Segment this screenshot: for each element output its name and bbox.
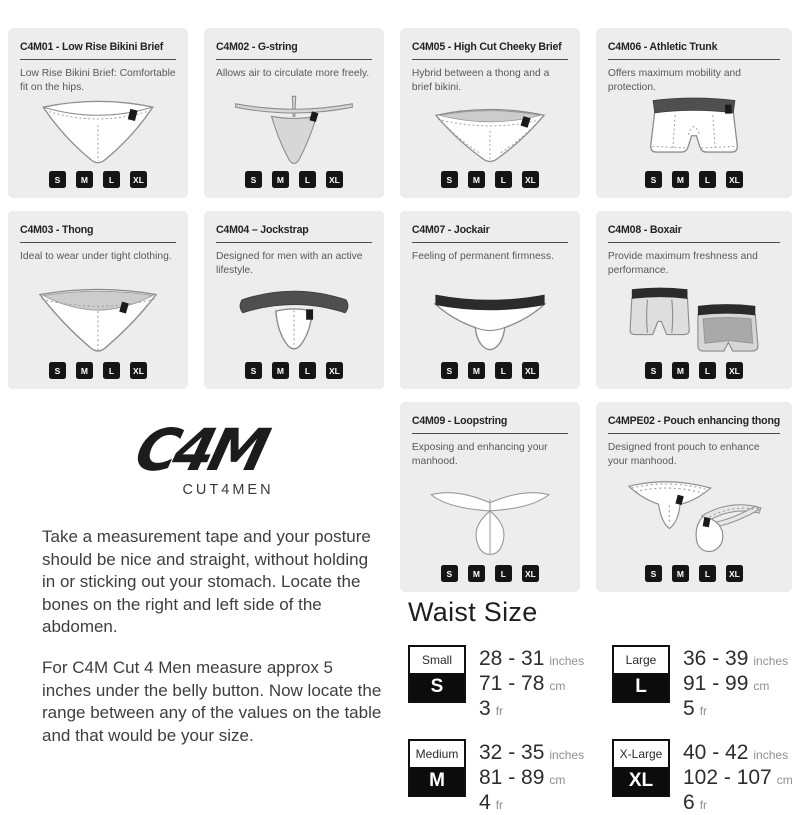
size-button-m[interactable]: M [76,171,93,188]
size-button-l[interactable]: L [699,362,716,379]
size-box-small [408,645,466,703]
measurement-cm [479,671,584,696]
title-divider [216,59,372,60]
measurement-inches [479,740,584,765]
size-box-large [612,645,670,703]
measurements [683,645,788,722]
product-title: C4M05 - High Cut Cheeky Brief [411,41,562,53]
size-button-l[interactable]: L [699,565,716,582]
bikini-brief-illustration [25,94,171,168]
inches-unit: inches [549,654,585,668]
product-illustration [216,277,372,359]
size-button-m[interactable]: M [672,171,689,188]
brand-name: CUT4MEN [182,481,274,498]
product-title: C4MPE02 - Pouch enhancing thong [607,415,780,427]
product-card-c4m07 [400,211,580,389]
product-illustration [20,94,176,168]
cm-value: 91 - 99 [683,672,749,696]
fr-unit: fr [699,797,708,812]
product-description: Ideal to wear under tight clothing. [20,251,172,262]
product-description: Offers maximum mobility and protection. [607,68,741,93]
size-letter: S [410,673,464,701]
size-button-l[interactable]: L [103,362,120,379]
product-illustration [608,94,780,168]
size-button-xl[interactable]: XL [726,362,743,379]
product-illustration [20,276,176,359]
size-box-xlarge [612,739,670,797]
product-card-c4m02 [204,28,384,198]
product-title: C4M08 - Boxair [607,224,682,236]
product-description: Designed for men with an active lifestyle. [215,251,363,276]
inches-value: 28 - 31 [479,647,545,670]
inches-unit: inches [753,654,789,668]
product-card-c4mpe02 [596,402,792,592]
size-button-xl[interactable]: XL [326,171,343,188]
title-divider [20,59,176,60]
fr-unit: fr [495,704,504,719]
size-button-l[interactable]: L [699,171,716,188]
boxair-illustration [619,278,769,358]
size-name: X-Large [619,746,663,761]
size-button-m[interactable]: M [272,171,289,188]
size-button-s[interactable]: S [645,565,662,582]
measurement-fr [683,790,793,815]
size-button-xl[interactable]: XL [726,565,743,582]
size-button-l[interactable]: L [495,171,512,188]
measurements [479,645,584,722]
c4m-logo-mark: C4M [128,416,272,484]
thong-illustration [25,279,171,357]
size-button-xl[interactable]: XL [726,171,743,188]
product-title: C4M03 - Thong [20,224,94,236]
instruction-paragraph-2: For C4M Cut 4 Men measure approx 5 inches under the belly button. Now locate the range between any of the values on the table and that would be your size. [42,658,382,745]
instruction-paragraph-1: Take a measurement tape and your posture should be nice and straight, without holding in or sticking out your stomach. Locate the bones on the right and left side of the abdomen. [42,527,371,637]
jockair-illustration [417,279,563,357]
measurement-inches [683,740,793,765]
measurement-fr [479,790,584,815]
product-description: Designed front pouch to enhance your manhood. [607,442,760,467]
size-letter: M [410,767,464,795]
product-title: C4M06 - Athletic Trunk [607,41,718,53]
size-letter: XL [614,767,668,795]
measurement-fr [683,696,788,721]
waist-size-heading: Waist Size [408,597,538,627]
title-divider [216,242,372,243]
size-name: Large [625,653,657,667]
size-button-xl[interactable]: XL [130,171,147,188]
title-divider [608,242,780,243]
product-card-c4m08 [596,211,792,389]
fr-unit: fr [699,704,708,719]
size-options [216,171,372,188]
brand-logo [55,416,345,498]
size-letter: L [614,673,668,701]
measurement-cm [683,765,793,790]
size-options [608,565,780,582]
product-title: C4M07 - Jockair [411,224,490,236]
fr-unit: fr [495,797,504,812]
title-divider [412,59,568,60]
size-button-xl[interactable]: XL [130,362,147,379]
measurement-inches [683,646,788,671]
title-divider [608,59,780,60]
size-button-s[interactable]: S [441,171,458,188]
product-card-grid [8,28,792,592]
size-button-xl[interactable]: XL [522,171,539,188]
fr-value: 3 [479,697,491,721]
size-name: Small [421,653,452,667]
product-description: Low Rise Bikini Brief: Comfortable fit on the hips. [20,68,176,93]
waist-entry-large [612,645,798,722]
pouch-thong-illustration [619,471,769,559]
size-button-m[interactable]: M [672,565,689,582]
g-string-illustration [221,93,367,168]
product-illustration [412,276,568,359]
size-button-s[interactable]: S [441,362,458,379]
cm-unit: cm [549,772,566,787]
size-button-xl[interactable]: XL [522,565,539,582]
cm-unit: cm [549,679,566,694]
product-card-c4m01 [8,28,188,198]
size-button-l[interactable]: L [299,362,316,379]
product-description: Provide maximum freshness and performance. [607,251,758,276]
cm-value: 81 - 89 [479,765,545,789]
size-button-s[interactable]: S [245,171,262,188]
product-illustration [608,277,780,359]
size-button-s[interactable]: S [645,171,662,188]
size-button-m[interactable]: M [76,362,93,379]
product-description: Allows air to circulate more freely. [215,68,370,79]
size-button-xl[interactable]: XL [522,362,539,379]
fr-value: 6 [683,790,695,814]
inches-value: 32 - 35 [479,740,545,764]
title-divider [20,242,176,243]
size-button-s[interactable]: S [441,565,458,582]
product-illustration [216,93,372,168]
waist-size-section [408,597,798,815]
size-options [608,171,780,188]
measurement-fr [479,696,584,721]
size-button-l[interactable]: L [299,171,316,188]
cm-unit: cm [753,679,770,694]
inches-unit: inches [753,747,789,762]
cm-value: 71 - 78 [479,672,545,696]
size-button-s[interactable]: S [645,362,662,379]
product-description: Hybrid between a thong and a brief bikini. [411,68,550,93]
size-button-l[interactable]: L [495,362,512,379]
size-button-s[interactable]: S [245,362,262,379]
product-card-c4m06 [596,28,792,198]
size-button-xl[interactable]: XL [326,362,343,379]
size-button-m[interactable]: M [468,171,485,188]
size-button-s[interactable]: S [49,171,66,188]
cm-unit: cm [776,772,793,787]
size-options [20,171,176,188]
product-card-c4m09 [400,402,580,592]
size-button-l[interactable]: L [103,171,120,188]
inches-value: 36 - 39 [683,647,749,670]
waist-size-grid [408,645,798,815]
size-options [412,362,568,379]
loopstring-illustration [417,472,563,558]
measurement-cm [683,671,788,696]
title-divider [608,433,780,434]
inches-unit: inches [549,747,585,762]
size-options [412,171,568,188]
waist-entry-small [408,645,594,722]
product-description: Feeling of permanent firmness. [411,251,554,262]
size-button-m[interactable]: M [468,565,485,582]
product-card-c4m03 [8,211,188,389]
size-button-s[interactable]: S [49,362,66,379]
size-options [412,565,568,582]
size-button-l[interactable]: L [495,565,512,582]
measurement-inches [479,646,584,671]
size-options [20,362,176,379]
athletic-trunk-illustration [621,94,767,168]
fr-value: 5 [683,697,695,721]
measurement-instructions [42,526,382,765]
product-description: Exposing and enhancing your manhood. [411,442,548,467]
size-name: Medium [415,746,459,761]
measurements [479,739,584,815]
product-card-c4m04 [204,211,384,389]
measurement-cm [479,765,584,790]
waist-entry-medium [408,739,594,815]
size-button-m[interactable]: M [468,362,485,379]
product-title: C4M02 - G-string [215,41,298,53]
product-illustration [412,468,568,562]
size-button-m[interactable]: M [672,362,689,379]
waist-entry-xlarge [612,739,798,815]
jockstrap-illustration [221,279,367,357]
measurements [683,739,793,815]
title-divider [412,242,568,243]
inches-value: 40 - 42 [683,740,749,764]
product-illustration [412,94,568,168]
product-illustration [608,468,780,562]
product-title: C4M09 - Loopstring [411,415,508,427]
cheeky-brief-illustration [417,94,563,168]
size-box-medium [408,739,466,797]
fr-value: 4 [479,790,491,814]
product-title: C4M04 – Jockstrap [215,224,309,236]
size-options [608,362,780,379]
product-card-c4m05 [400,28,580,198]
cm-value: 102 - 107 [683,765,772,789]
product-title: C4M01 - Low Rise Bikini Brief [20,41,164,53]
title-divider [412,433,568,434]
size-options [216,362,372,379]
size-button-m[interactable]: M [272,362,289,379]
